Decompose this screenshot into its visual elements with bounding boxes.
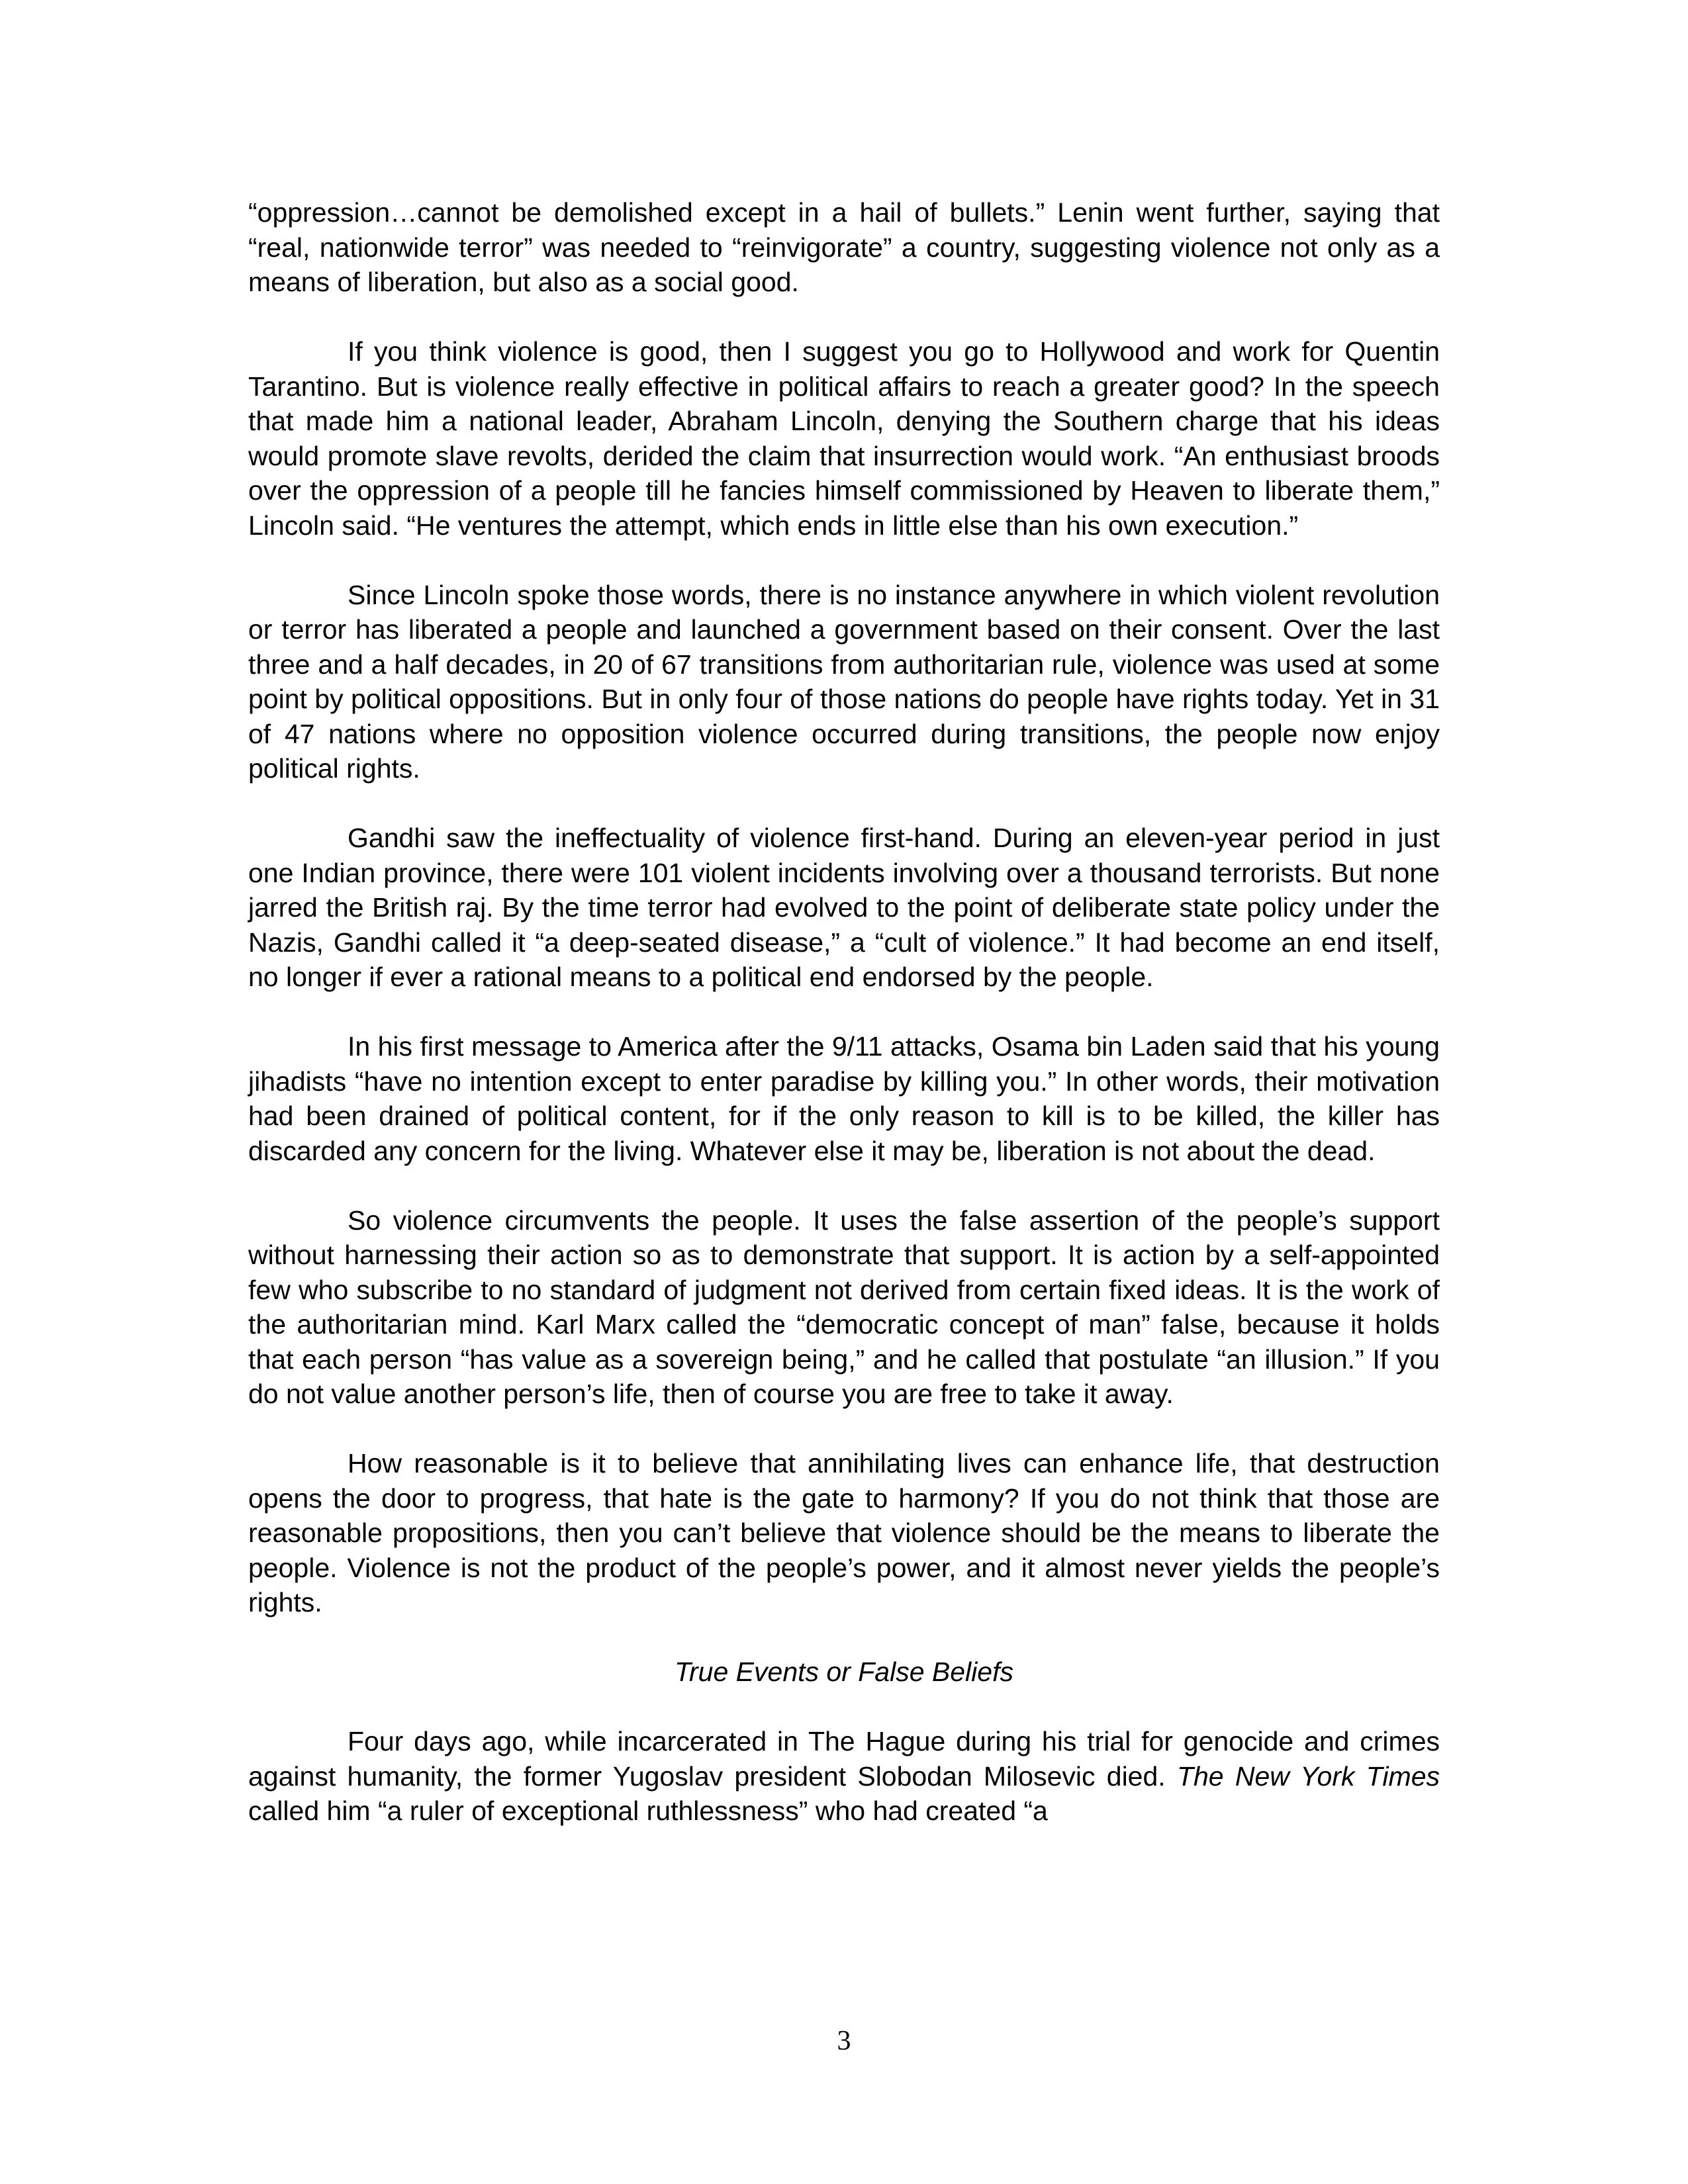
paragraph-text: Four days ago, while incarcerated in The Hague during his trial for genocide and crimes against humanity, the former Yugoslav president Slobodan Milosevic died. bbox=[248, 1726, 1440, 1792]
paragraph: “oppression…cannot be demolished except in a hail of bullets.” Lenin went further, saying that “real, nationwide terror” was needed to “reinvigorate” a country, suggesting violence not only as a means of liberation, but also as a social good. bbox=[248, 197, 1440, 297]
paragraph: If you think violence is good, then I suggest you go to Hollywood and work for Quentin Tarantino. But is violence really effective in political affairs to reach a greater good? In the speech that made him a national leader, Abraham Lincoln, denying the Southern charge that his ideas would promote slave revolts, derided the claim that insurrection would work. “An enthusiast broods over the oppression of a people till he fancies himself commissioned by Heaven to liberate them,” Lincoln said. “He ventures the attempt, which ends in little else than his own execution.” bbox=[248, 336, 1440, 541]
page-body bbox=[248, 195, 1440, 1829]
paragraph: Since Lincoln spoke those words, there is no instance anywhere in which violent revolution or terror has liberated a people and launched a government based on their consent. Over the last three and a half decades, in 20 of 67 transitions from authoritarian rule, violence was used at some point by political oppositions. But in only four of those nations do people have rights today. Yet in 31 of 47 nations where no opposition violence occurred during transitions, the people now enjoy political rights. bbox=[248, 579, 1440, 784]
paragraph: So violence circumvents the people. It uses the false assertion of the people’s support without harnessing their action so as to demonstrate that support. It is action by a self-appointed few who subscribe to no standard of judgment not derived from certain fixed ideas. It is the work of the authoritarian mind. Karl Marx called the “democratic concept of man” false, because it holds that each person “has value as a sovereign being,” and he called that postulate “an illusion.” If you do not value another person’s life, then of course you are free to take it away. bbox=[248, 1205, 1440, 1409]
paragraph bbox=[248, 1724, 1440, 1829]
publication-title: The New York Times bbox=[1176, 1760, 1440, 1792]
paragraph-text: called him “a ruler of exceptional ruthlessness” who had created “a bbox=[248, 1796, 1048, 1826]
page-number: 3 bbox=[837, 2026, 851, 2056]
paragraph: How reasonable is it to believe that annihilating lives can enhance life, that destruction opens the door to progress, that hate is the gate to harmony? If you do not think that those are reasonable propositions, then you can’t believe that violence should be the means to liberate the people. Violence is not the product of the people’s power, and it almost never yields the people’s rights. bbox=[248, 1448, 1440, 1617]
paragraph: In his first message to America after the 9/11 attacks, Osama bin Laden said that his young jihadists “have no intention except to enter paradise by killing you.” In other words, their motivation had been drained of political content, for if the only reason to kill is to be killed, the killer has discarded any concern for the living. Whatever else it may be, liberation is not about the dead. bbox=[248, 1031, 1440, 1166]
section-heading: True Events or False Beliefs bbox=[675, 1657, 1013, 1687]
paragraph: Gandhi saw the ineffectuality of violence first-hand. During an eleven-year period in just one Indian province, there were 101 violent incidents involving over a thousand terrorists. But none jarred the British raj. By the time terror had evolved to the point of deliberate state policy under the Nazis, Gandhi called it “a deep-seated disease,” a “cult of violence.” It had become an end itself, no longer if ever a rational means to a political end endorsed by the people. bbox=[248, 823, 1440, 992]
